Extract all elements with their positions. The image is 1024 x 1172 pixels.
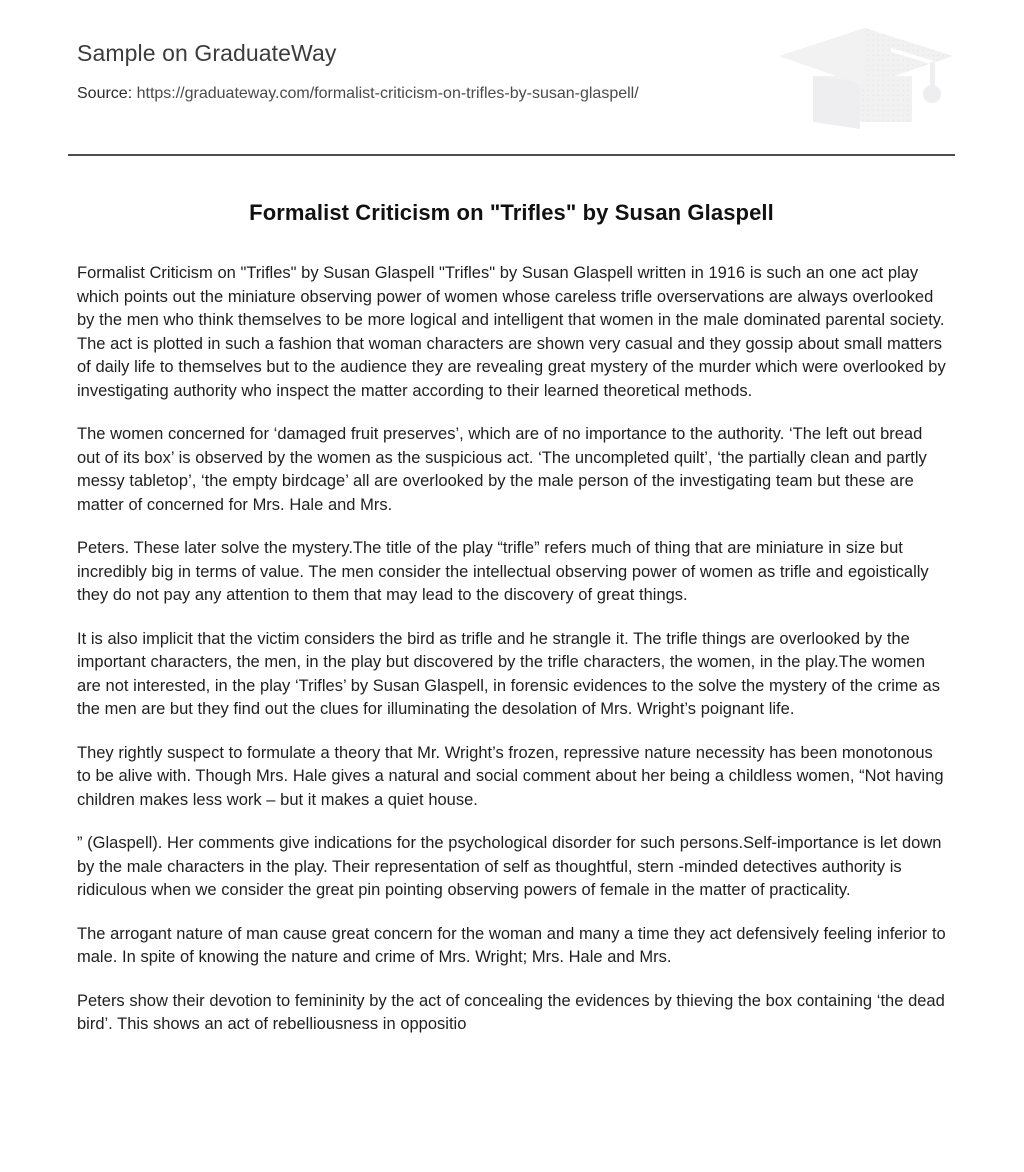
page-header bbox=[77, 38, 955, 120]
paragraph: Formalist Criticism on "Trifles" by Susan Glaspell "Trifles" by Susan Glaspell written in 1916 is such an one act play which points out the miniature observing power of women whose careless trifle overservations are always overlooked by the men who think themselves to be more logical and intelligent that women in the male dominated parental society. The act is plotted in such a fashion that woman characters are shown very casual and they gossip about small matters of daily life to themselves but to the audience they are revealing great mystery of the murder which were overlooked by investigating authority who inspect the matter according to their learned theoretical methods. bbox=[77, 264, 946, 400]
site-name: Sample on GraduateWay bbox=[77, 40, 337, 66]
paragraph: Peters show their devotion to femininity by the act of concealing the evidences by thieving the box containing ‘the dead bird’. This shows an act of rebelliousness in oppositio bbox=[77, 991, 945, 1033]
paragraph: They rightly suspect to formulate a theory that Mr. Wright’s frozen, repressive nature necessity has been monotonous to be alive with. Though Mrs. Hale gives a natural and social comment about her being a childless women, “Not having children makes less work – but it makes a quiet house. bbox=[77, 743, 944, 809]
article-body bbox=[77, 262, 947, 1037]
paragraph: Peters. These later solve the mystery.The title of the play “trifle” refers much of thing that are miniature in size but incredibly big in terms of value. The men consider the intellectual observing power of women as trifle and egoistically they do not pay any attention to them that may lead to the discovery of great things. bbox=[77, 539, 929, 604]
page-title: Formalist Criticism on "Trifles" by Susan Glaspell bbox=[249, 200, 774, 225]
header-divider bbox=[68, 154, 955, 156]
paragraph: The arrogant nature of man cause great concern for the woman and many a time they act defensively feeling inferior to male. In spite of knowing the nature and crime of Mrs. Wright; Mrs. Hale and Mrs. bbox=[77, 924, 946, 966]
paragraph: It is also implicit that the victim considers the bird as trifle and he strangle it. The trifle things are overlooked by the important characters, the men, in the play but discovered by the trifle characters, the women, in the play.The women are not interested, in the play ‘Trifles’ by Susan Glaspell, in forensic evidences to the solve the mystery of the crime as the men are but they find out the clues for illuminating the desolation of Mrs. Wright’s poignant life. bbox=[77, 629, 940, 718]
source-line bbox=[77, 84, 955, 104]
paragraph: ” (Glaspell). Her comments give indications for the psychological disorder for such persons.Self-importance is let down by the male characters in the play. Their representation of self as thoughtful, stern -minded detectives authority is ridiculous when we consider the great pin pointing observing powers of female in the matter of practicality. bbox=[77, 834, 942, 899]
paragraph: The women concerned for ‘damaged fruit preserves’, which are of no importance to the authority. ‘The left out bread out of its box’ is observed by the women as the suspicious act. ‘The uncompleted quilt’, ‘the partially clean and partly messy tabletop’, ‘the empty birdcage’ all are overlooked by the male person of the investigating team but these are matter of concerned for Mrs. Hale and Mrs. bbox=[77, 425, 927, 514]
source-label: Source: bbox=[77, 85, 133, 102]
source-url[interactable]: https://graduateway.com/formalist-criticism-on-trifles-by-susan-glaspell/ bbox=[136, 85, 639, 102]
